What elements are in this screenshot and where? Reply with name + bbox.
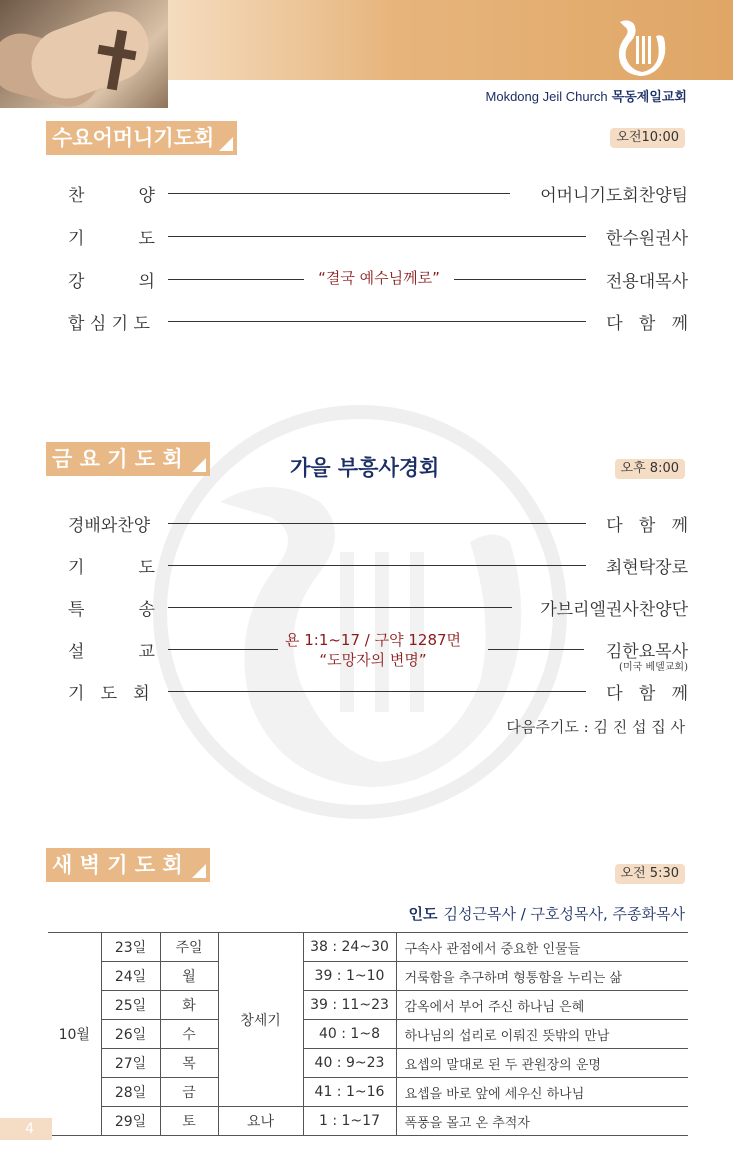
leader-label: 인도 — [408, 905, 438, 923]
page-number: 4 — [0, 1118, 52, 1140]
day-cell: 27일 — [101, 1049, 160, 1078]
row-label: 찬 양 — [68, 186, 155, 206]
sermon-title: “도망자의 변명” — [319, 651, 427, 669]
row-value: 한수원권사 — [605, 229, 688, 249]
revival-title: 가을 부흥사경회 — [290, 456, 440, 480]
praying-hands-photo — [0, 0, 168, 108]
weekday-cell: 화 — [160, 991, 218, 1020]
weekday-cell: 수 — [160, 1020, 218, 1049]
sermon-passage: 욘 1:1~17 / 구약 1287면 — [284, 631, 462, 649]
section-title: 수요어머니기도회 — [52, 126, 215, 150]
section-tab-dawn — [46, 848, 210, 882]
program-row — [68, 309, 688, 333]
sermon-title-cell: 요셉의 말대로 된 두 관원장의 운명 — [396, 1049, 688, 1078]
time-badge-wednesday: 오전10:00 — [610, 128, 685, 148]
section-tab-wednesday — [46, 121, 237, 155]
row-value: 다 함 께 — [606, 314, 688, 334]
section-title: 금 요 기 도 회 — [52, 447, 183, 471]
dawn-schedule-table — [48, 932, 688, 1136]
dove-harp-logo-icon — [612, 18, 672, 78]
month-cell: 10월 — [48, 933, 101, 1136]
day-cell: 26일 — [101, 1020, 160, 1049]
program-row — [68, 267, 688, 291]
program-row — [68, 679, 688, 703]
day-cell: 29일 — [101, 1107, 160, 1136]
page-header — [0, 0, 733, 108]
lecture-title: “결국 예수님께로” — [318, 269, 440, 287]
row-value: 김한요목사 — [605, 642, 688, 662]
table-row — [48, 962, 688, 991]
sermon-title-cell: 감옥에서 부어 주신 하나님 은혜 — [396, 991, 688, 1020]
table-row — [48, 991, 688, 1020]
weekday-cell: 토 — [160, 1107, 218, 1136]
day-cell: 24일 — [101, 962, 160, 991]
program-row — [68, 553, 688, 577]
verse-cell: 39 : 1~10 — [303, 962, 396, 991]
table-row — [48, 1078, 688, 1107]
weekday-cell: 금 — [160, 1078, 218, 1107]
row-value: 다 함 께 — [606, 684, 688, 704]
day-cell: 23일 — [101, 933, 160, 962]
program-row — [68, 629, 688, 673]
program-row — [68, 181, 688, 205]
section-tab-friday — [46, 442, 210, 476]
day-cell: 28일 — [101, 1078, 160, 1107]
row-value: 전용대목사 — [605, 272, 688, 292]
row-label: 기 도 — [68, 229, 155, 249]
sermon-title-cell: 하나님의 섭리로 이뤄진 뜻밖의 만남 — [396, 1020, 688, 1049]
leader-names: 김성근목사 / 구호성목사, 주종화목사 — [443, 905, 685, 923]
sermon-title-cell: 거룩함을 추구하며 형통함을 누리는 삶 — [396, 962, 688, 991]
book-cell: 창세기 — [218, 933, 303, 1107]
program-row — [68, 595, 688, 619]
row-value: 어머니기도회찬양팀 — [540, 186, 688, 206]
verse-cell: 38 : 24~30 — [303, 933, 396, 962]
weekday-cell: 주일 — [160, 933, 218, 962]
verse-cell: 41 : 1~16 — [303, 1078, 396, 1107]
day-cell: 25일 — [101, 991, 160, 1020]
time-badge-friday: 오후 8:00 — [615, 459, 685, 479]
row-value: 다 함 께 — [606, 516, 688, 536]
verse-cell: 1 : 1~17 — [303, 1107, 396, 1136]
row-label: 합 심 기 도 — [68, 314, 150, 334]
church-name-en: Mokdong Jeil Church — [485, 89, 608, 104]
verse-cell: 40 : 9~23 — [303, 1049, 396, 1078]
row-label: 기 도 — [68, 558, 155, 578]
verse-cell: 40 : 1~8 — [303, 1020, 396, 1049]
table-row — [48, 1107, 688, 1136]
time-badge-dawn: 오전 5:30 — [615, 864, 685, 884]
weekday-cell: 월 — [160, 962, 218, 991]
table-row — [48, 1049, 688, 1078]
table-row — [48, 1020, 688, 1049]
program-row — [68, 511, 688, 535]
row-label: 특 송 — [68, 600, 155, 620]
church-name — [486, 86, 687, 105]
sermon-title-cell: 폭풍을 몰고 온 추적자 — [396, 1107, 688, 1136]
preacher-church: (미국 베델교회) — [619, 662, 688, 673]
section-title: 새 벽 기 도 회 — [52, 853, 183, 877]
row-label: 기 도 회 — [68, 684, 150, 704]
program-row — [68, 224, 688, 248]
book-cell: 요나 — [218, 1107, 303, 1136]
sermon-title-cell: 구속사 관점에서 중요한 인물들 — [396, 933, 688, 962]
row-value: 가브리엘권사찬양단 — [540, 600, 688, 620]
row-label: 경배와찬양 — [68, 516, 151, 536]
church-name-ko: 목동제일교회 — [611, 89, 687, 104]
verse-cell: 39 : 11~23 — [303, 991, 396, 1020]
row-label: 강 의 — [68, 272, 155, 292]
weekday-cell: 목 — [160, 1049, 218, 1078]
dawn-leaders — [409, 903, 685, 924]
next-week-prayer: 다음주기도 : 김 진 섭 집 사 — [506, 718, 685, 736]
table-row — [48, 933, 688, 962]
sermon-title-cell: 요셉을 바로 앞에 세우신 하나님 — [396, 1078, 688, 1107]
row-label: 설 교 — [68, 642, 155, 662]
row-value: 최현탁장로 — [605, 558, 688, 578]
